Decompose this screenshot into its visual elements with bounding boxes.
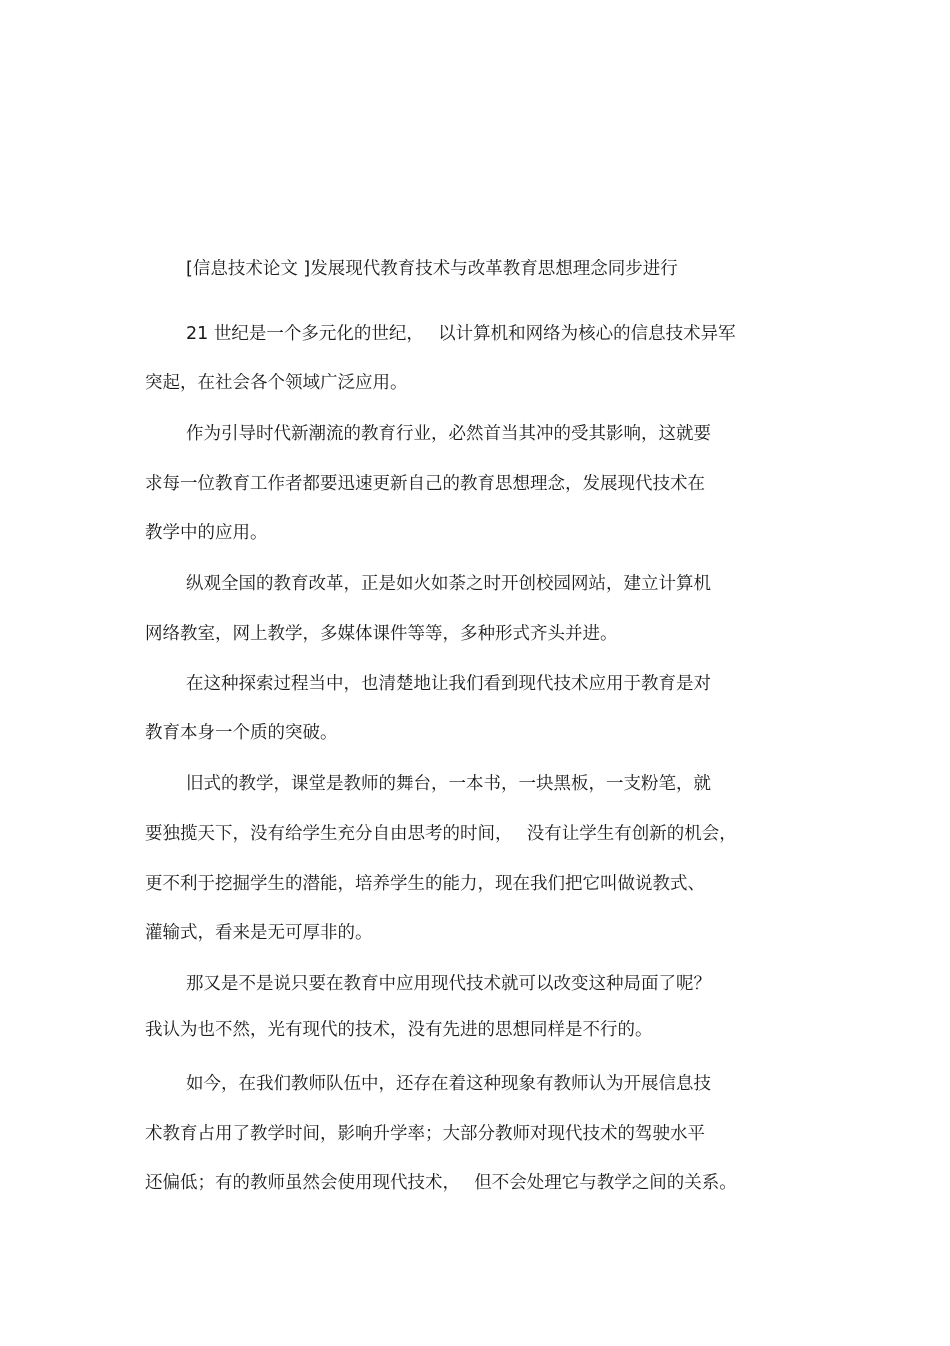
paragraph-6-line-2: 我认为也不然，光有现代的技术，没有先进的思想同样是不行的。 (145, 1020, 653, 1040)
paragraph-5-line-3: 更不利于挖掘学生的潜能，培养学生的能力，现在我们把它叫做说教式、 (145, 874, 705, 894)
paragraph-1-line-2: 突起，在社会各个领域广泛应用。 (145, 373, 408, 393)
paragraph-4-line-1: 在这种探索过程当中，也清楚地让我们看到现代技术应用于教育是对 (186, 674, 711, 694)
paragraph-4-line-2: 教育本身一个质的突破。 (145, 723, 338, 743)
paragraph-3-line-1: 纵观全国的教育改革，正是如火如荼之时开创校园网站，建立计算机 (186, 574, 711, 594)
paragraph-5-line-4: 灌输式，看来是无可厚非的。 (145, 923, 373, 943)
paragraph-2-line-1: 作为引导时代新潮流的教育行业，必然首当其冲的受其影响，这就要 (186, 424, 711, 444)
paragraph-2-line-2: 求每一位教育工作者都要迅速更新自己的教育思想理念，发展现代技术在 (145, 474, 705, 494)
paragraph-7-line-1: 如今，在我们教师队伍中，还存在着这种现象有教师认为开展信息技 (186, 1074, 711, 1094)
paragraph-1-line-1: 21 世纪是一个多元化的世纪， 以计算机和网络为核心的信息技术异军 (186, 324, 736, 344)
paragraph-5-line-1: 旧式的教学，课堂是教师的舞台，一本书，一块黑板，一支粉笔，就 (186, 774, 711, 794)
document-title: [信息技术论文 ]发展现代教育技术与改革教育思想理念同步进行 (186, 259, 678, 279)
paragraph-7-line-2: 术教育占用了教学时间，影响升学率；大部分教师对现代技术的驾驶水平 (145, 1124, 705, 1144)
paragraph-5-line-2: 要独揽天下，没有给学生充分自由思考的时间， 没有让学生有创新的机会， (145, 824, 737, 844)
paragraph-2-line-3: 教学中的应用。 (145, 523, 268, 543)
paragraph-3-line-2: 网络教室，网上教学，多媒体课件等等，多种形式齐头并进。 (145, 624, 618, 644)
paragraph-7-line-3: 还偏低；有的教师虽然会使用现代技术， 但不会处理它与教学之间的关系。 (145, 1173, 737, 1193)
paragraph-6-line-1: 那又是不是说只要在教育中应用现代技术就可以改变这种局面了呢？ (186, 974, 711, 994)
